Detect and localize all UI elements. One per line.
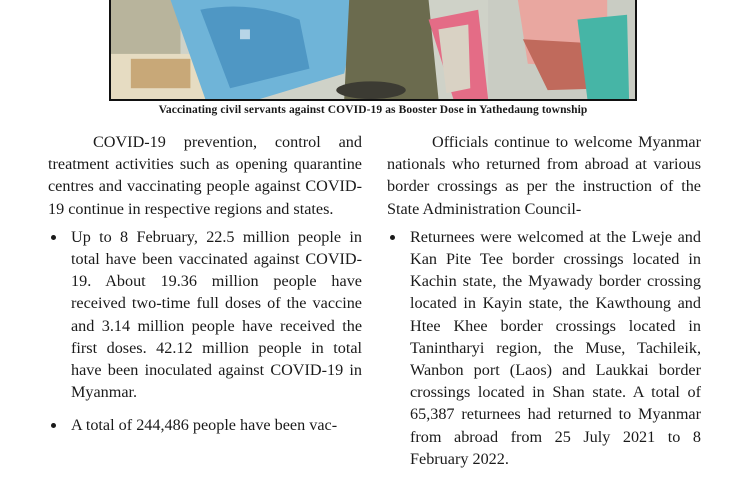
vaccination-photo-illustration xyxy=(111,0,635,99)
left-bullet-list xyxy=(48,226,362,437)
right-intro-paragraph: Officials continue to welcome Myanmar nationals who returned from abroad at various border crossings as per the instruction of the State Administration Council- xyxy=(387,133,701,218)
photo-caption: Vaccinating civil servants against COVID-19 as Booster Dose in Yathedaung township xyxy=(158,104,588,116)
left-bullet-1: Up to 8 February, 22.5 million people in total have been vaccinated against COVID-19. About 19.36 million people have received two-time full doses of the vaccine and 3.14 million people have received the first doses. 42.12 million people in total have been inoculated against COVID-19 in Myanmar. xyxy=(48,226,362,404)
news-photo xyxy=(109,0,637,101)
left-column xyxy=(48,131,362,448)
right-column xyxy=(387,131,701,481)
right-bullet-1: Returnees were welcomed at the Lweje and Kan Pite Tee border crossings located in Kachin state, the Myawady border crossing located in Kayin state, the Kawthoung and Htee Khee border crossings located in Tanintharyi region, the Muse, Tachileik, Wanbon port (Laos) and Laukkai border crossings located in Shan state. A total of 65,387 returnees had returned to Myanmar from abroad from 25 July 2021 to 8 February 2022. xyxy=(387,226,701,470)
left-bullet-2: A total of 244,486 people have been vac- xyxy=(48,414,362,436)
right-bullet-list xyxy=(387,226,701,470)
left-intro-paragraph: COVID-19 prevention, control and treatment activities such as opening quarantine centres and vaccinating people against COVID-19 continue in respective regions and states. xyxy=(48,133,362,218)
